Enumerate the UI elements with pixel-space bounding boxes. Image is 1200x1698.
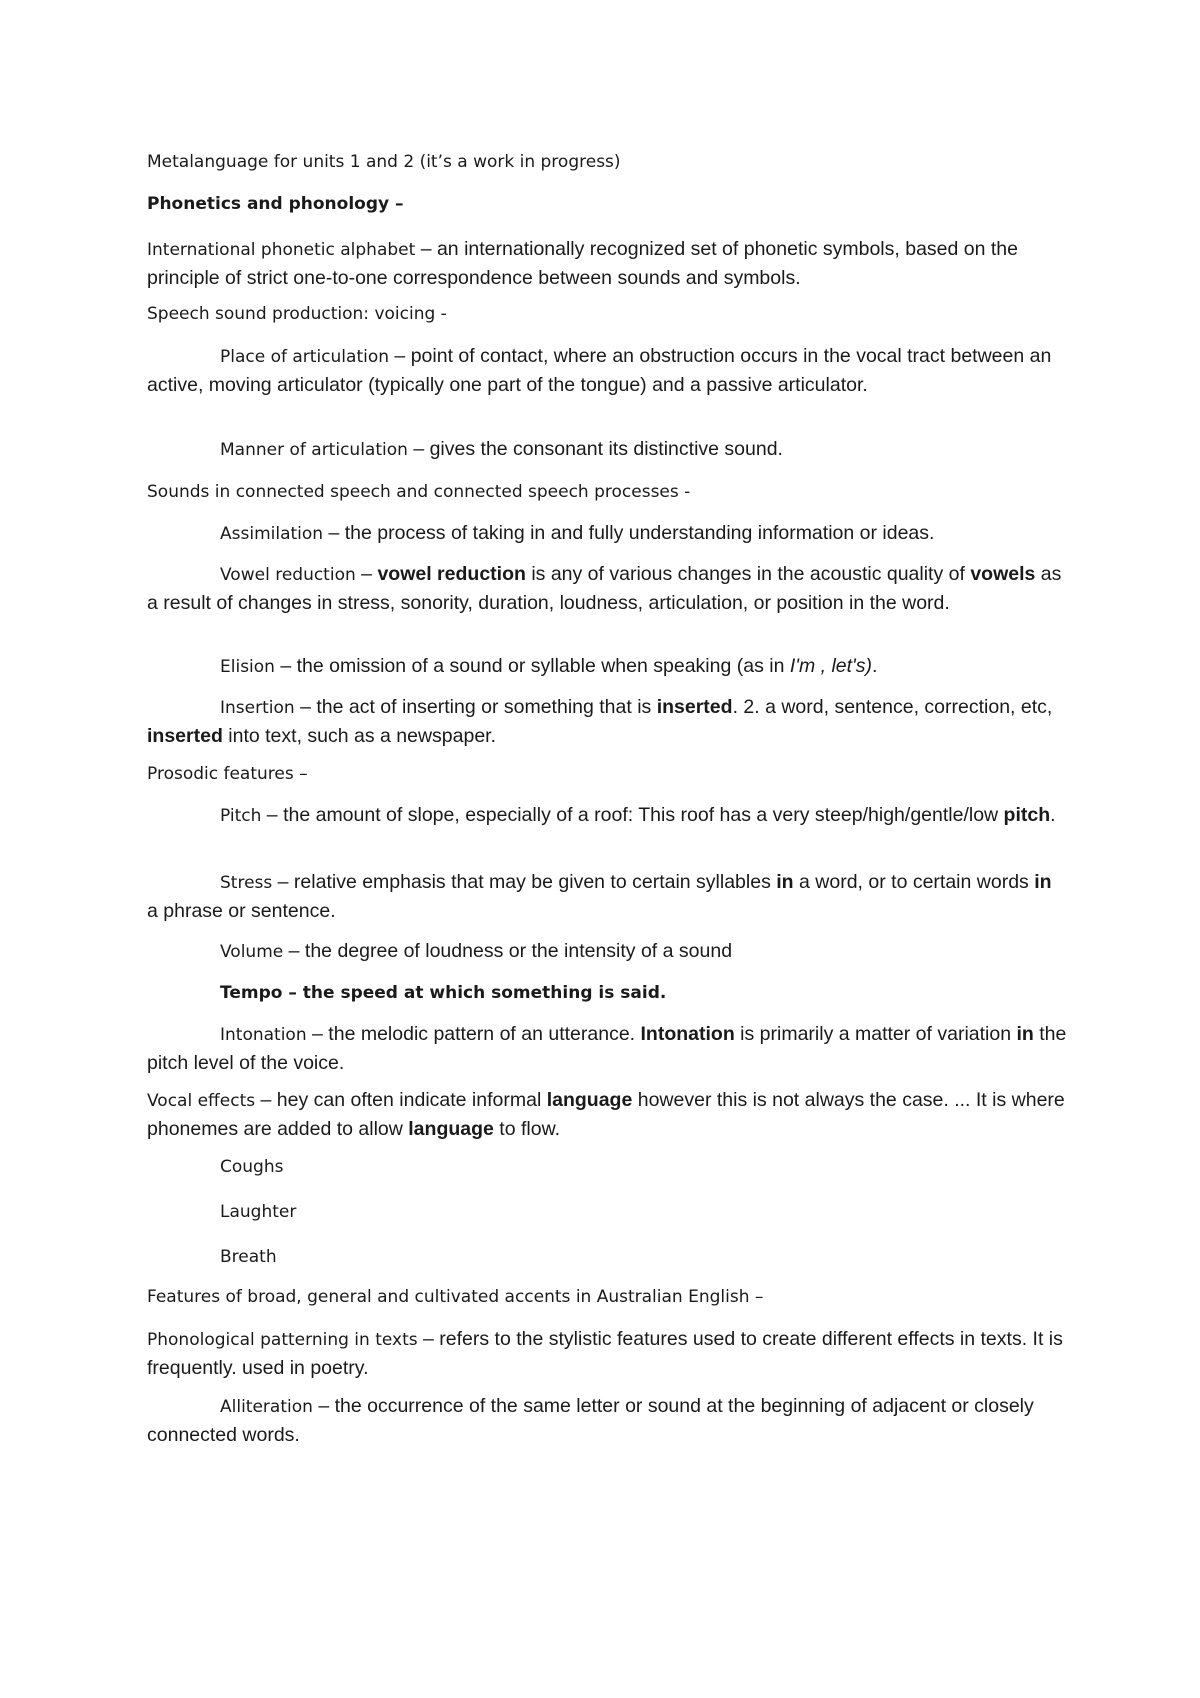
para-ipa: [147, 235, 1067, 292]
term-elision: Elision: [220, 657, 275, 677]
text: to flow.: [493, 1118, 560, 1140]
text: however this is not always the case. ... It is where phonemes are added to allow: [147, 1089, 1065, 1140]
para-manner: [147, 435, 1067, 464]
para-tempo: Tempo – the speed at which something is said.: [220, 983, 667, 1003]
text: . 2. a word, sentence, correction, etc,: [732, 696, 1053, 718]
para-vocal-effects: [147, 1086, 1067, 1143]
para-intonation: [147, 1020, 1067, 1077]
term-pitch: Pitch: [220, 806, 262, 826]
def-manner: – gives the consonant its distinctive sound.: [407, 438, 783, 460]
term-place: Place of articulation: [220, 347, 390, 367]
bold-vowel-reduction: vowel reduction: [377, 563, 526, 585]
term-volume: Volume: [220, 942, 284, 962]
term-vowel-reduction: Vowel reduction: [220, 565, 356, 585]
def-elision: – the omission of a sound or syllable when speaking (as in: [274, 655, 790, 677]
term-alliteration: Alliteration: [220, 1397, 313, 1417]
bold-in: in: [776, 871, 794, 893]
heading-voicing: Speech sound production: voicing -: [147, 304, 447, 324]
effect-laughter: Laughter: [220, 1202, 297, 1222]
elision-example: I'm , let's): [789, 655, 873, 677]
def-assimilation: – the process of taking in and fully understanding information or ideas.: [323, 522, 935, 544]
bold-intonation: Intonation: [640, 1023, 735, 1045]
text: is any of various changes in the acoustic quality of: [525, 563, 971, 585]
para-stress: [147, 868, 1067, 925]
def-ipa: – an internationally recognized set of phonetic symbols, based on the principle of strict one-to-one correspondence between sounds and symbols.: [147, 238, 1018, 289]
text: is primarily a matter of variation: [734, 1023, 1017, 1045]
bold-inserted: inserted: [656, 696, 733, 718]
text: .: [872, 655, 878, 677]
term-patterning: Phonological patterning in texts: [147, 1330, 418, 1350]
para-assimilation: [147, 519, 1067, 548]
term-stress: Stress: [220, 873, 273, 893]
para-alliteration: [147, 1392, 1067, 1449]
para-insertion: [147, 693, 1067, 750]
bold-inserted: inserted: [147, 725, 223, 747]
effect-breath: Breath: [220, 1247, 277, 1267]
text: – the amount of slope, especially of a roof: This roof has a very steep/high/gentle/low: [261, 804, 1004, 826]
bold-pitch: pitch: [1003, 804, 1051, 826]
text: a word, or to certain words: [793, 871, 1035, 893]
heading-phonetics: Phonetics and phonology –: [147, 194, 404, 214]
text: into text, such as a newspaper.: [222, 725, 497, 747]
para-pitch: [147, 801, 1067, 830]
doc-title: Metalanguage for units 1 and 2 (it’s a work in progress): [147, 152, 621, 172]
para-volume: [147, 937, 1067, 966]
term-manner: Manner of articulation: [220, 440, 408, 460]
def-volume: – the degree of loudness or the intensity of a sound: [283, 940, 733, 962]
def-alliteration: – the occurrence of the same letter or sound at the beginning of adjacent or closely connected words.: [147, 1395, 1034, 1446]
para-vowel-reduction: [147, 560, 1067, 617]
dash: –: [355, 563, 378, 585]
text: – hey can often indicate informal: [255, 1089, 547, 1111]
bold-in: in: [1016, 1023, 1034, 1045]
para-patterning: [147, 1325, 1067, 1382]
term-assimilation: Assimilation: [220, 524, 324, 544]
effect-coughs: Coughs: [220, 1157, 284, 1177]
para-elision: [147, 652, 1067, 681]
bold-in: in: [1034, 871, 1052, 893]
term-ipa: International phonetic alphabet: [147, 240, 416, 260]
def-place: – point of contact, where an obstruction occurs in the vocal tract between an active, moving articulator (typically one part of the tongue) and a passive articulator.: [147, 345, 1052, 396]
term-vocal-effects: Vocal effects: [147, 1091, 256, 1111]
text: – the melodic pattern of an utterance.: [306, 1023, 641, 1045]
text: .: [1050, 804, 1056, 826]
text: a phrase or sentence.: [147, 900, 336, 922]
bold-language: language: [546, 1089, 633, 1111]
heading-prosodic: Prosodic features –: [147, 764, 308, 784]
bold-language: language: [408, 1118, 494, 1140]
text: the pitch level of the voice.: [147, 1023, 1067, 1074]
para-place: [147, 342, 1067, 399]
term-insertion: Insertion: [220, 698, 295, 718]
heading-accents: Features of broad, general and cultivated accents in Australian English –: [147, 1287, 764, 1307]
def-patterning: – refers to the stylistic features used to create different effects in texts. It is frequently. used in poetry.: [147, 1328, 1063, 1379]
text: – relative emphasis that may be given to certain syllables: [272, 871, 777, 893]
text: – the act of inserting or something that is: [294, 696, 657, 718]
heading-connected: Sounds in connected speech and connected speech processes -: [147, 482, 691, 502]
bold-vowels: vowels: [970, 563, 1036, 585]
text: as a result of changes in stress, sonority, duration, loudness, articulation, or position in the word.: [147, 563, 1062, 614]
term-intonation: Intonation: [220, 1025, 307, 1045]
